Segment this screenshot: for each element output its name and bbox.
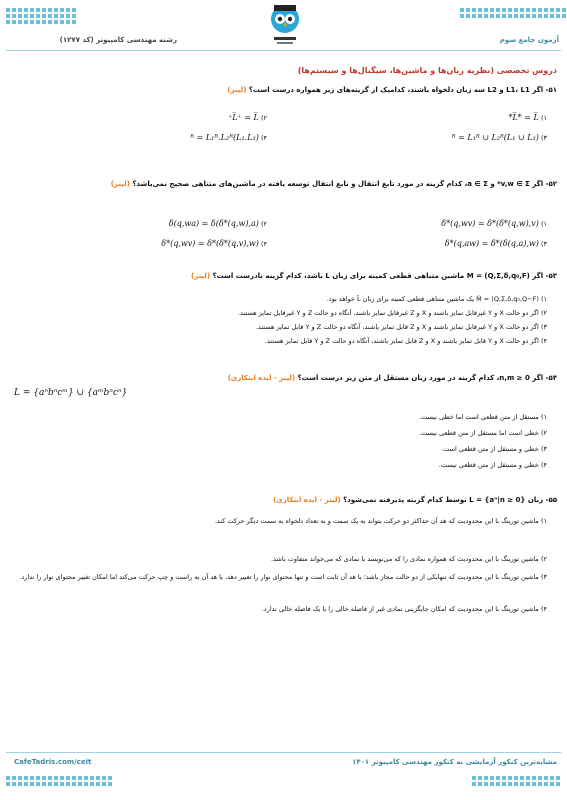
option-4: ۴) δ*(q,wv) = δ*(δ*(q,v),w) — [161, 239, 267, 248]
question-55 — [12, 494, 557, 506]
question-text: اگر n,m ≥ 0، کدام گزینه در مورد زبان مستقل از متن زیر درست است؟ — [297, 374, 544, 382]
option-2: ۲) خطی است اما مستقل از متن قطعی نیست. — [418, 429, 547, 437]
option-3: ۳) ماشین تورینگ با این محدودیت که تنهایکی از دو حالت مجاز باشد؛ با هد آن ثابت است و تنها محتوای نوار را تغییر دهد، یا هد آن به راست و چپ حرکت می‌کند اما امکان تغییر محتوای نوار را ندارد. — [19, 573, 547, 581]
option-2: ۲) اگر دو حالت X و Y غیرقابل تمایز باشند و X و Z غیرقابل تمایز باشند، آنگاه دو حالت Z و Y غیرقابل تمایز هستند. — [237, 309, 547, 317]
section-title: دروس تخصصی (نظریه زبان‌ها و ماشین‌ها، سیگنال‌ها و سیستم‌ها) — [297, 66, 557, 75]
source-tag: (لینز) — [110, 180, 130, 188]
option-4: ۴) (L₁.L₂)ᴿ = L₁ᴿ.L₂ᴿ — [190, 133, 267, 142]
question-number: ۵۵- — [545, 496, 557, 504]
question-number: ۵۳- — [545, 272, 557, 280]
option-4: ۴) اگر دو حالت X و Y قابل تمایز باشند و X و Z قابل تمایز باشند، آنگاه دو حالت Z و Y قابل تمایز هستند. — [264, 337, 547, 345]
footer-dots-left — [6, 776, 112, 786]
footer-caption: مشابه‌ترین کنکور آزمایشی به کنکور مهندسی کامپیوتر ۱۴۰۱ — [352, 758, 557, 766]
question-53 — [12, 270, 557, 282]
question-text: اگر M = (Q,Σ,δ,q₀,F) ماشین متناهی قطعی کمینه برای زبان L باشد، کدام گزینه نادرست است؟ — [212, 272, 544, 280]
option-3: ۳) δ*(q,aw) = δ*(δ(q,a),w) — [444, 239, 547, 248]
question-51 — [12, 84, 557, 96]
option-3: ۳) خطی و مستقل از متن قطعی است. — [441, 445, 547, 453]
source-tag: (لینز - ایده ابتکاری) — [227, 374, 296, 382]
owl-logo — [268, 2, 302, 46]
field-label: رشته مهندسی کامپیوتر (کد ۱۲۷۷) — [59, 36, 177, 44]
option-3: ۳) (L₁ ∪ L₂)ᴿ = L₁ᴿ ∪ L₂ᴿ — [451, 133, 547, 142]
question-number: ۵۲- — [545, 180, 557, 188]
question-52 — [12, 178, 557, 190]
option-1: ۱) L̅* = L̅* — [508, 113, 547, 122]
question-54 — [12, 372, 557, 384]
source-tag: (لینز - ایده ابتکاری) — [273, 496, 341, 504]
source-tag: (لینز) — [227, 86, 247, 94]
option-1: ۱) M̂ = (Q,Σ,δ,q₀,Q−F) یک ماشین متناهی قطعی کمینه برای زبان L̄ خواهد بود. — [326, 295, 547, 303]
footer-rule — [6, 752, 561, 753]
footer-dots-right — [472, 776, 560, 786]
footer-url[interactable]: CafeTadris.com/ceit — [14, 758, 92, 766]
option-1: ۱) مستقل از متن قطعی است اما خطی نیست. — [418, 413, 547, 421]
option-2: ۲) ماشین تورینگ با این محدودیت که همواره نمادی را که می‌نویسد با نمادی که می‌خواند متفاوت باشد. — [270, 555, 547, 563]
option-3: ۳) اگر دو حالت X و Y غیرقابل تمایز باشند و X و Z قابل تمایز باشند، آنگاه دو حالت Z و Y قابل تمایز هستند. — [255, 323, 547, 331]
question-text: اگر L1، L1 و L2 سه زبان دلخواه باشند، کدامیک از گزینه‌های زیر همواره درست است؟ — [248, 86, 544, 94]
exam-title: آزمون جامع سوم — [499, 36, 559, 44]
question-text: زبان L = {aⁿ|n ≥ 0} توسط کدام گزینه پذیرفته نمی‌شود؟ — [343, 496, 544, 504]
option-2: ۲) L̅⁺ = L̅⁺ — [228, 113, 267, 122]
question-number: ۵۱- — [545, 86, 557, 94]
language-formula: L = {aⁿbⁿcᵐ} ∪ {aᵐbⁿcⁿ} — [14, 388, 128, 398]
header-dots-left — [6, 8, 76, 24]
option-1: ۱) δ*(q,wv) = δ*(δ*(q,w),v) — [441, 219, 547, 228]
header-rule — [6, 50, 561, 51]
header-dots-right — [460, 8, 567, 18]
option-4: ۴) ماشین تورینگ با این محدودیت که امکان جایگزینی نمادی غیر از فاصله خالی را با یک فاصله خالی ندارد. — [261, 605, 547, 613]
option-4: ۴) خطی و مستقل از متن قطعی نیست. — [438, 461, 547, 469]
source-tag: (لینز) — [191, 272, 211, 280]
option-1: ۱) ماشین تورینگ با این محدودیت که هد آن حداکثر دو حرکت بتواند به یک سمت و به تعداد دلخواه به سمت دیگر حرکت کند. — [214, 517, 547, 525]
question-number: ۵۴- — [545, 374, 557, 382]
option-2: ۲) δ(q,wa) = δ(δ*(q,w),a) — [168, 219, 267, 228]
question-text: اگر v,w ∈ Σ* و a ∈ Σ، کدام گزینه در مورد تابع انتقال و تابع انتقال توسعه یافته در ماشین‌های متناهی صحیح نمی‌باشد؟ — [132, 180, 544, 188]
